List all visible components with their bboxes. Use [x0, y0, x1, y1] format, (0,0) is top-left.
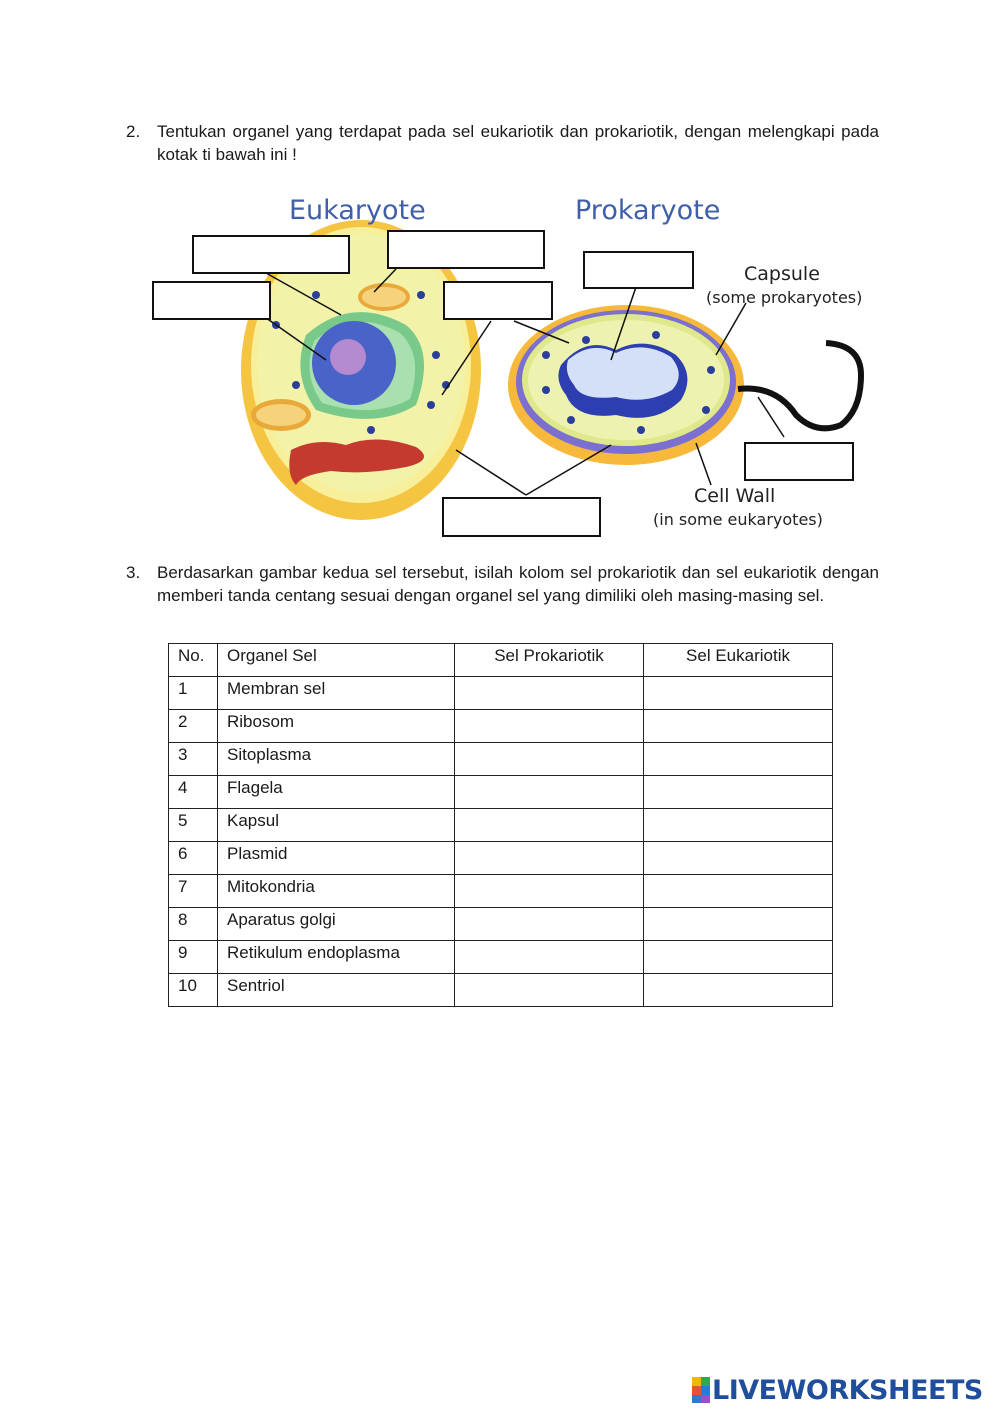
check-cell-prokariotik[interactable] [455, 941, 644, 974]
question-3-number: 3. [126, 563, 141, 582]
prokaryote-cell [508, 305, 861, 465]
check-cell-prokariotik[interactable] [455, 776, 644, 809]
logo-blocks-icon [692, 1377, 710, 1403]
table-row [169, 776, 833, 809]
cellwall-note: (in some eukaryotes) [653, 510, 823, 529]
check-cell-eukariotik[interactable] [644, 710, 833, 743]
answer-box-prok-2[interactable] [744, 442, 854, 481]
row-organel: Aparatus golgi [218, 908, 455, 941]
row-organel: Sitoplasma [218, 743, 455, 776]
check-cell-eukariotik[interactable] [644, 809, 833, 842]
question-2-text: Tentukan organel yang terdapat pada sel eukariotik dan prokariotik, dengan melengkapi pada kotak ti bawah ini ! [157, 122, 879, 164]
check-cell-eukariotik[interactable] [644, 941, 833, 974]
check-cell-eukariotik[interactable] [644, 974, 833, 1007]
header-eukariotik: Sel Eukariotik [644, 644, 833, 677]
row-number: 1 [169, 677, 218, 710]
row-organel: Retikulum endoplasma [218, 941, 455, 974]
header-organel: Organel Sel [218, 644, 455, 677]
table-row [169, 908, 833, 941]
capsule-label: Capsule [744, 263, 820, 285]
check-cell-eukariotik[interactable] [644, 875, 833, 908]
answer-box-euk-1[interactable] [192, 235, 350, 274]
row-number: 6 [169, 842, 218, 875]
liveworksheets-logo [692, 1374, 983, 1406]
header-prokariotik: Sel Prokariotik [455, 644, 644, 677]
row-number: 2 [169, 710, 218, 743]
check-cell-prokariotik[interactable] [455, 743, 644, 776]
check-cell-prokariotik[interactable] [455, 875, 644, 908]
row-organel: Sentriol [218, 974, 455, 1007]
row-organel: Kapsul [218, 809, 455, 842]
check-cell-eukariotik[interactable] [644, 842, 833, 875]
table-header-row [169, 644, 833, 677]
table-row [169, 842, 833, 875]
row-organel: Flagela [218, 776, 455, 809]
row-number: 4 [169, 776, 218, 809]
check-cell-eukariotik[interactable] [644, 908, 833, 941]
check-cell-prokariotik[interactable] [455, 908, 644, 941]
row-number: 10 [169, 974, 218, 1007]
answer-box-euk-3[interactable] [152, 281, 271, 320]
prokaryote-title: Prokaryote [575, 195, 721, 226]
table-row [169, 710, 833, 743]
check-cell-prokariotik[interactable] [455, 677, 644, 710]
table-row [169, 677, 833, 710]
check-cell-prokariotik[interactable] [455, 809, 644, 842]
capsule-note: (some prokaryotes) [706, 288, 863, 307]
check-cell-prokariotik[interactable] [455, 842, 644, 875]
table-row [169, 875, 833, 908]
table-row [169, 809, 833, 842]
row-organel: Ribosom [218, 710, 455, 743]
answer-box-center[interactable] [443, 281, 553, 320]
answer-box-prok-1[interactable] [583, 251, 694, 289]
table-row [169, 974, 833, 1007]
question-3-text: Berdasarkan gambar kedua sel tersebut, isilah kolom sel prokariotik dan sel eukariotik dengan memberi tanda centang sesuai dengan organel sel yang dimiliki oleh masing-masing sel. [157, 563, 879, 605]
row-number: 5 [169, 809, 218, 842]
answer-box-euk-2[interactable] [387, 230, 545, 269]
row-number: 7 [169, 875, 218, 908]
row-number: 9 [169, 941, 218, 974]
question-2-number: 2. [126, 122, 141, 141]
check-cell-eukariotik[interactable] [644, 677, 833, 710]
header-no: No. [169, 644, 218, 677]
table-row [169, 743, 833, 776]
row-organel: Mitokondria [218, 875, 455, 908]
table-row [169, 941, 833, 974]
cell-diagram [116, 175, 942, 549]
check-cell-eukariotik[interactable] [644, 743, 833, 776]
answer-box-bottom[interactable] [442, 497, 601, 537]
row-number: 8 [169, 908, 218, 941]
check-cell-eukariotik[interactable] [644, 776, 833, 809]
cellwall-label: Cell Wall [694, 485, 776, 507]
row-organel: Membran sel [218, 677, 455, 710]
row-number: 3 [169, 743, 218, 776]
eukaryote-title: Eukaryote [289, 195, 426, 226]
logo-text: LIVEWORKSHEETS [712, 1374, 983, 1406]
organelle-table [168, 643, 833, 1007]
check-cell-prokariotik[interactable] [455, 974, 644, 1007]
row-organel: Plasmid [218, 842, 455, 875]
check-cell-prokariotik[interactable] [455, 710, 644, 743]
